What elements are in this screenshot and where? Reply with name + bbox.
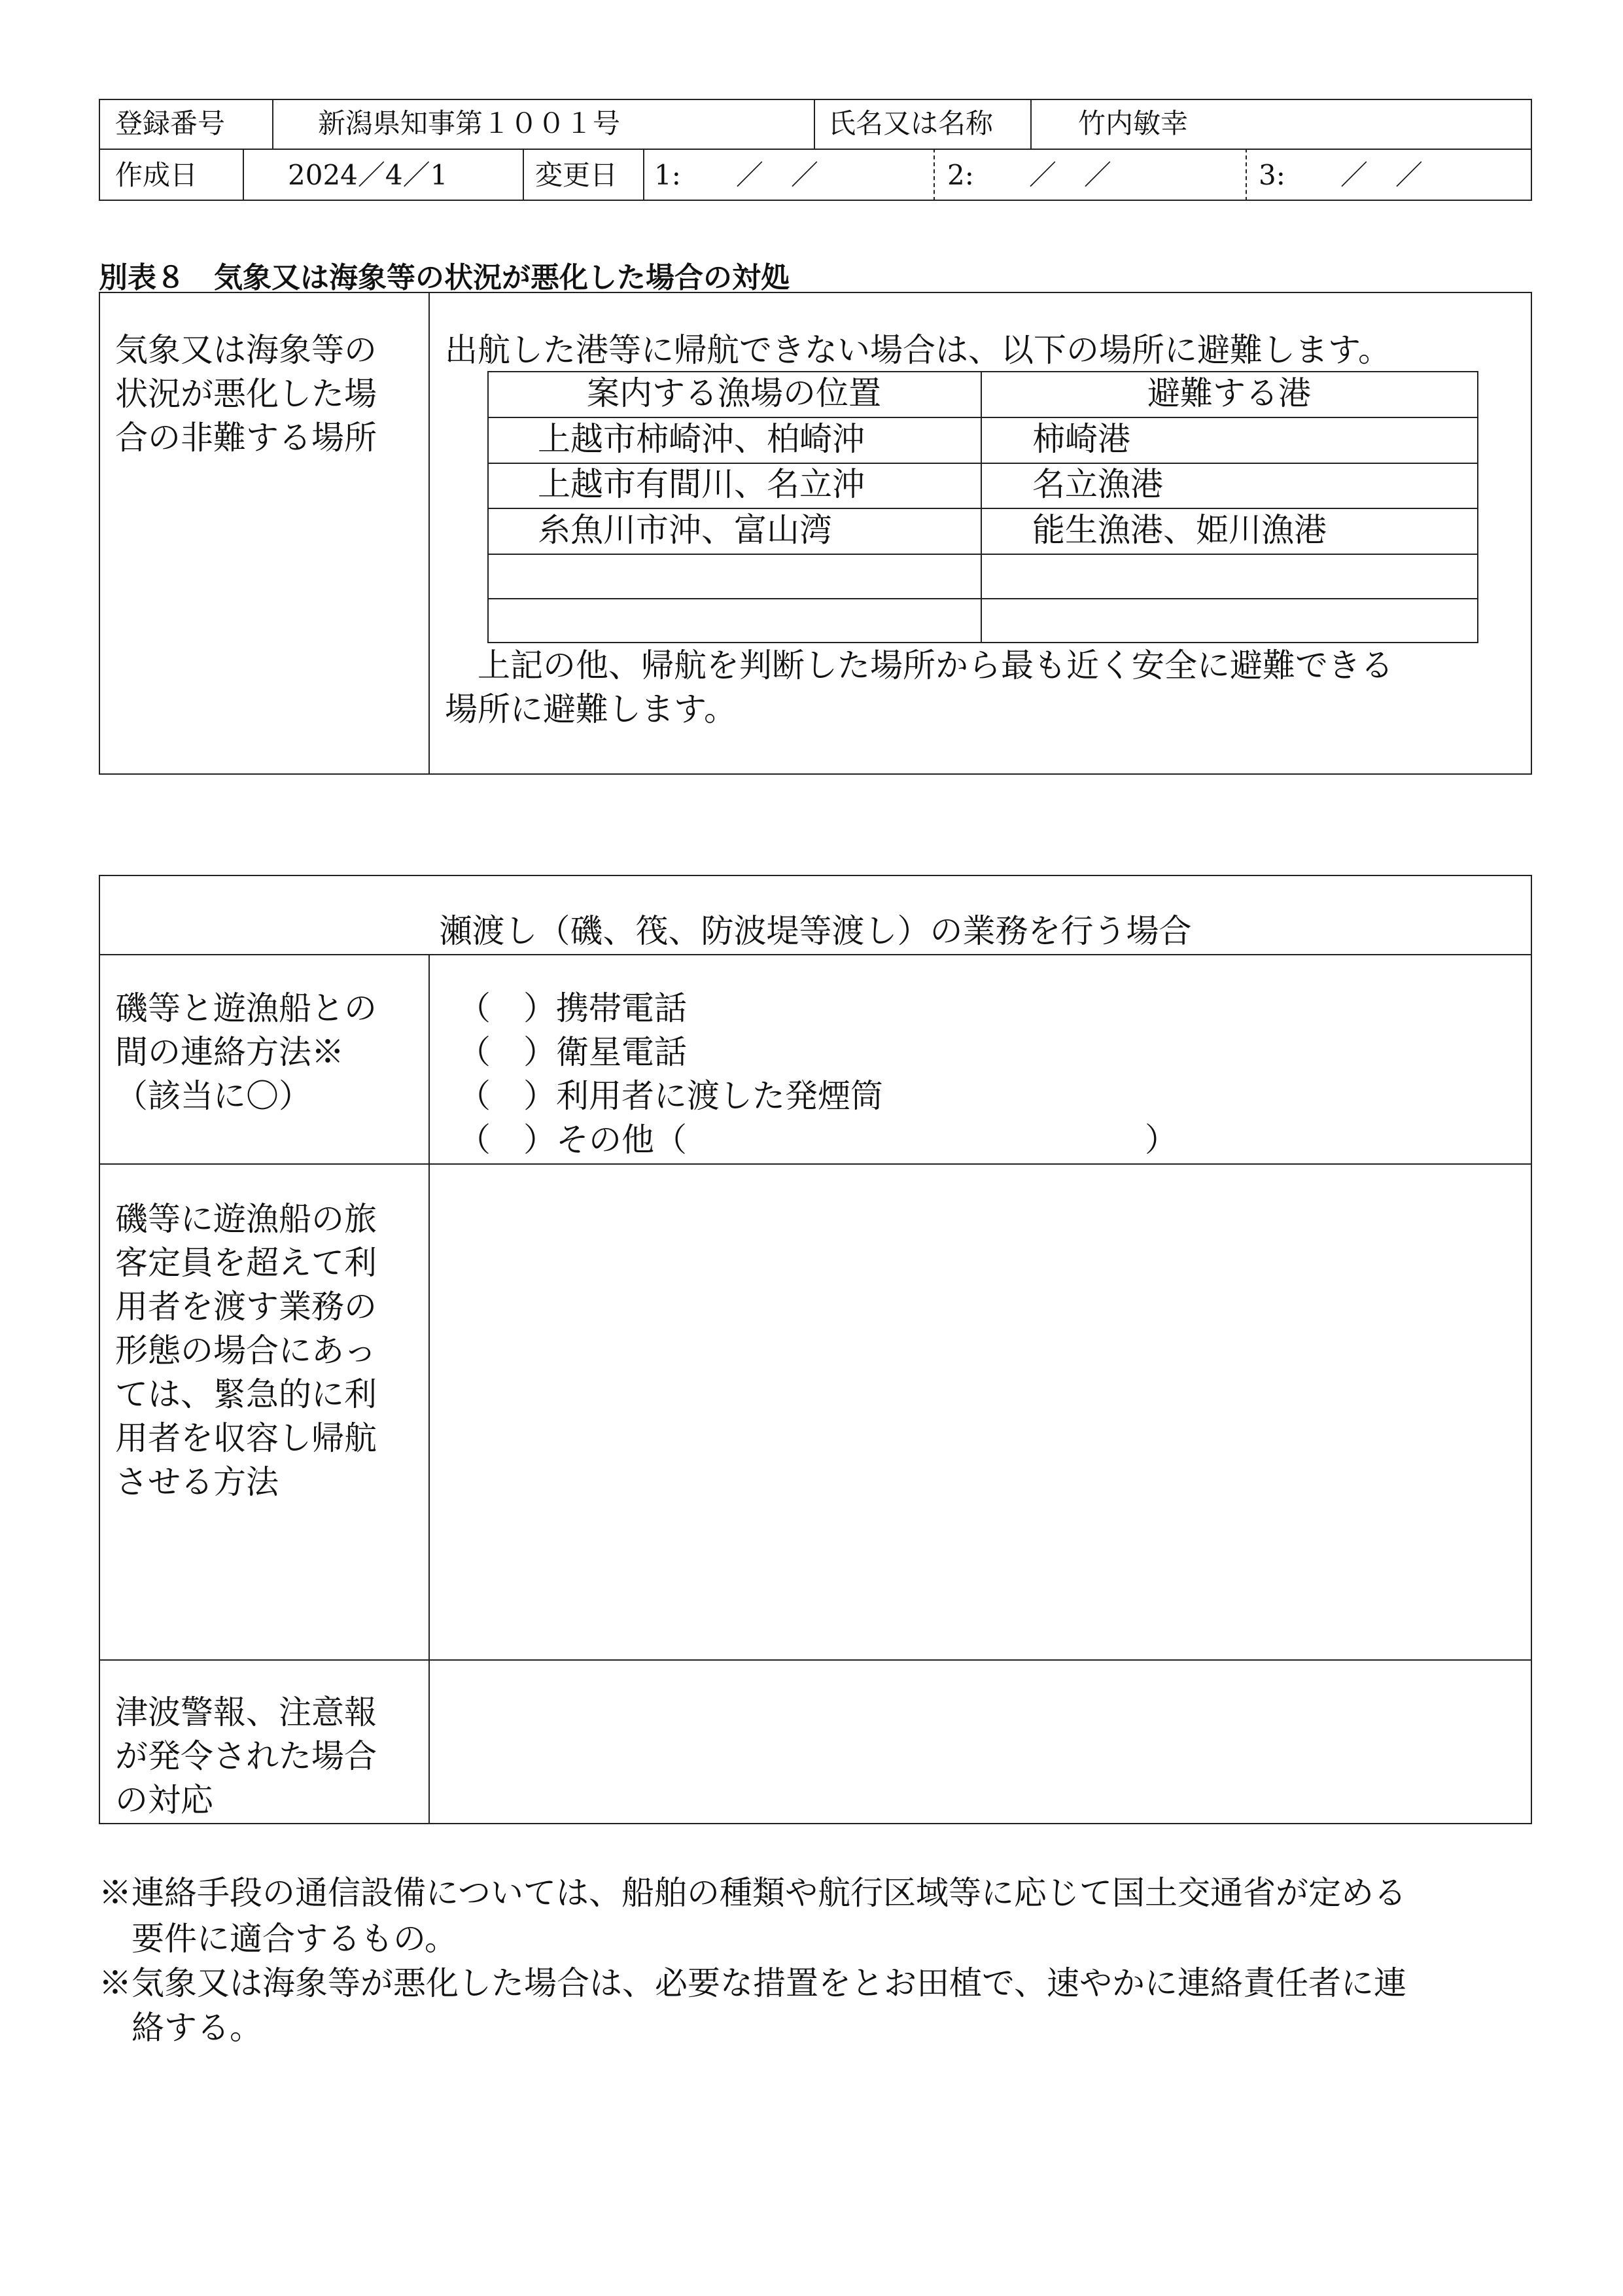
- name-label: 氏名又は名称: [828, 107, 994, 139]
- divider: [272, 99, 273, 149]
- table-cell: 上越市有間川、名立沖: [538, 465, 865, 503]
- contact-option-flare[interactable]: （ ）利用者に渡した発煙筒: [458, 1077, 883, 1115]
- footnote-2-cont: 絡する。: [99, 2009, 262, 2047]
- tsunami-label: の対応: [115, 1781, 213, 1819]
- footnote-2: ※気象又は海象等が悪化した場合は、必要な措置をとお田植で、速やかに連絡責任者に連: [99, 1964, 1406, 2002]
- reg-value: 新潟県知事第１００１号: [318, 107, 621, 139]
- contact-option-mobile[interactable]: （ ）携帯電話: [458, 989, 687, 1027]
- refuge-label-2: 状況が悪化した場: [115, 375, 377, 413]
- contact-label-2: 間の連絡方法※: [115, 1033, 344, 1071]
- reg-label: 登録番号: [115, 107, 226, 139]
- overcap-label: 形態の場合にあっ: [115, 1332, 377, 1369]
- refuge-intro: 出航した港等に帰航できない場合は、以下の場所に避難します。: [445, 331, 1391, 369]
- change-2: 2: ／ ／: [947, 159, 1111, 191]
- contact-label-3: （該当に〇）: [115, 1077, 311, 1115]
- section-title: 別表８ 気象又は海象等の状況が悪化した場合の対処: [99, 261, 790, 294]
- change-3: 3: ／ ／: [1259, 159, 1423, 191]
- table-cell: 名立漁港: [1032, 465, 1163, 503]
- overcap-label: 用者を渡す業務の: [115, 1288, 377, 1326]
- name-value: 竹内敏幸: [1078, 107, 1189, 139]
- overcap-label: 用者を収容し帰航: [115, 1419, 377, 1457]
- divider: [99, 149, 1532, 150]
- created-value: 2024／4／1: [288, 159, 448, 191]
- divider: [1030, 99, 1032, 149]
- divider: [428, 292, 430, 775]
- contact-option-other[interactable]: （ ）その他（ ）: [458, 1121, 1178, 1159]
- refuge-note-1: 上記の他、帰航を判断した場所から最も近く安全に避難できる: [445, 646, 1393, 684]
- table-cell: 上越市柿崎沖、柏崎沖: [538, 420, 865, 458]
- divider: [523, 149, 524, 201]
- change-1: 1: ／ ／: [654, 159, 818, 191]
- footnote-1-cont: 要件に適合するもの。: [99, 1920, 457, 1958]
- divider: [934, 149, 935, 201]
- contact-option-satellite[interactable]: （ ）衛星電話: [458, 1033, 687, 1071]
- created-label: 作成日: [115, 159, 198, 191]
- overcap-label: ては、緊急的に利: [115, 1375, 377, 1413]
- refuge-label-3: 合の非難する場所: [115, 419, 377, 457]
- table-cell: 糸魚川市沖、富山湾: [538, 511, 832, 549]
- column-header-location: 案内する漁場の位置: [587, 374, 881, 412]
- contact-label-1: 磯等と遊漁船との: [115, 989, 377, 1027]
- overcap-label: 客定員を超えて利: [115, 1244, 377, 1282]
- table-cell: 柿崎港: [1032, 420, 1130, 458]
- refuge-label-1: 気象又は海象等の: [115, 331, 377, 369]
- overcap-label: 磯等に遊漁船の旅: [115, 1200, 377, 1238]
- divider: [243, 149, 244, 201]
- ferry-header: 瀬渡し（磯、筏、防波堤等渡し）の業務を行う場合: [439, 912, 1192, 950]
- overcap-label: させる方法: [115, 1463, 279, 1501]
- divider: [814, 99, 815, 149]
- refuge-note-2: 場所に避難します。: [445, 690, 737, 728]
- column-header-port: 避難する港: [1147, 374, 1311, 412]
- divider: [1246, 149, 1247, 201]
- tsunami-label: が発令された場合: [115, 1737, 377, 1775]
- footnote-1: ※連絡手段の通信設備については、船舶の種類や航行区域等に応じて国土交通省が定める: [99, 1874, 1406, 1912]
- changed-label: 変更日: [535, 159, 618, 191]
- divider: [643, 149, 644, 201]
- table-cell: 能生漁港、姫川漁港: [1032, 511, 1327, 549]
- tsunami-label: 津波警報、注意報: [115, 1693, 377, 1731]
